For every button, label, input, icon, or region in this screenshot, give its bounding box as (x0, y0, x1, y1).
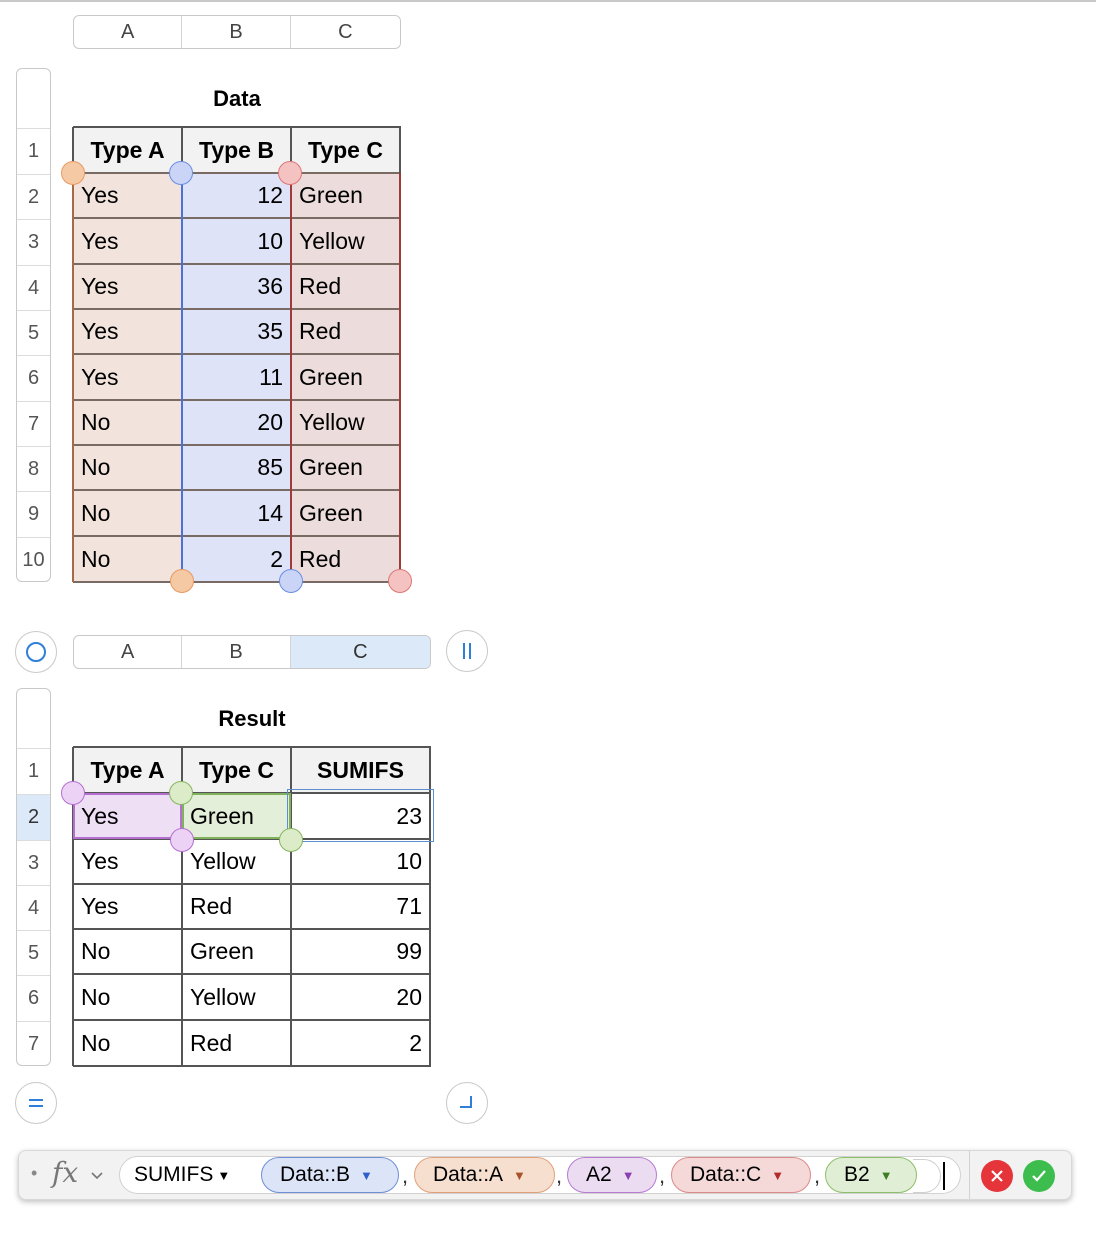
function-dropdown-arrow: ▼ (217, 1167, 231, 1183)
data-cell[interactable]: 85 (182, 445, 291, 490)
range-handle[interactable] (170, 569, 194, 593)
resize-corner-icon (456, 1092, 478, 1114)
range-border (181, 173, 183, 582)
data-cell[interactable]: Red (291, 536, 400, 582)
result-cell[interactable]: Yellow (190, 983, 256, 1010)
range-handle[interactable] (278, 161, 302, 185)
result-cell[interactable]: 2 (409, 1029, 422, 1056)
data-cell[interactable]: No (73, 536, 182, 582)
data-row-header-2[interactable]: 2 (17, 174, 50, 219)
grid-line (73, 126, 401, 128)
grid-line (73, 746, 431, 748)
token-label: Data::C (690, 1163, 762, 1186)
result-column-header-bar[interactable] (73, 635, 431, 669)
data-cell[interactable]: 35 (182, 309, 291, 354)
grid-line (73, 535, 401, 537)
data-table-title[interactable]: Data (213, 86, 261, 111)
range-handle[interactable] (388, 569, 412, 593)
result-row-header-1[interactable]: 1 (17, 748, 50, 794)
data-cell[interactable]: Yes (73, 173, 182, 218)
result-column-header-c[interactable]: C (291, 636, 430, 668)
data-cell[interactable]: 20 (182, 400, 291, 445)
data-row-header-1[interactable]: 1 (17, 128, 50, 174)
formula-reference-token[interactable] (671, 1157, 811, 1193)
argument-separator: , (402, 1163, 409, 1188)
data-cell[interactable]: No (73, 490, 182, 536)
formula-reference-token[interactable] (414, 1157, 555, 1193)
data-row-header-10[interactable]: 10 (17, 537, 50, 582)
token-label: A2 (586, 1163, 612, 1186)
cancel-icon (990, 1169, 1004, 1183)
range-handle[interactable] (170, 828, 194, 852)
data-row-header-5[interactable]: 5 (17, 310, 50, 355)
data-row-header-8[interactable]: 8 (17, 446, 50, 491)
formula-editor[interactable] (18, 1150, 1072, 1200)
token-dropdown-arrow[interactable]: ▼ (360, 1167, 373, 1183)
cancel-button[interactable] (981, 1160, 1013, 1192)
data-column-header-b[interactable]: B (182, 16, 290, 48)
data-cell[interactable]: Green (291, 445, 400, 490)
result-cell[interactable]: 71 (396, 893, 422, 919)
result-cell[interactable]: 10 (396, 848, 422, 874)
result-row-header-bar[interactable] (16, 688, 51, 1066)
token-dropdown-arrow[interactable]: ▼ (621, 1167, 635, 1183)
grid-line (73, 1019, 431, 1021)
data-cell[interactable]: Green (291, 490, 400, 536)
token-dropdown-arrow[interactable]: ▼ (513, 1167, 526, 1183)
grid-line (73, 928, 431, 930)
result-cell[interactable]: Yes (73, 793, 182, 839)
data-cell[interactable]: Yes (73, 354, 182, 400)
result-row-header-5[interactable]: 5 (17, 930, 50, 975)
range-handle[interactable] (169, 161, 193, 185)
grid-line (73, 217, 401, 219)
data-cell[interactable]: 10 (182, 218, 291, 264)
result-header-cell[interactable]: Type C (182, 747, 291, 793)
grid-line (73, 1065, 431, 1067)
selected-cell-outline (287, 789, 434, 842)
data-cell[interactable]: 11 (182, 354, 291, 400)
result-cell[interactable]: Yes (81, 893, 119, 919)
add-row-button[interactable] (15, 1082, 57, 1124)
data-row-header-7[interactable]: 7 (17, 401, 50, 446)
result-cell[interactable]: Green (190, 938, 254, 964)
grid-line (73, 489, 401, 491)
token-label: B2 (844, 1163, 870, 1186)
data-cell[interactable]: Red (291, 309, 400, 354)
result-cell[interactable]: 23 (396, 802, 422, 829)
result-column-header-b[interactable]: B (182, 636, 290, 668)
result-cell[interactable]: 20 (396, 983, 422, 1010)
argument-separator: , (659, 1163, 666, 1188)
result-cell[interactable]: Green (182, 793, 291, 839)
result-table-title[interactable]: Result (218, 706, 286, 731)
token-label: Data::B (280, 1163, 351, 1186)
result-row-header-3[interactable]: 3 (17, 840, 50, 885)
data-cell[interactable]: Green (291, 173, 400, 218)
equals-icon (25, 1092, 47, 1114)
grid-line (73, 883, 431, 885)
grid-line (73, 973, 431, 975)
function-name: SUMIFS (134, 1163, 214, 1186)
result-row-header-2[interactable]: 2 (17, 794, 50, 840)
range-border (290, 173, 292, 582)
range-handle[interactable] (61, 781, 85, 805)
grid-line (73, 172, 401, 174)
accept-button[interactable] (1023, 1160, 1055, 1192)
grid-line (73, 263, 401, 265)
data-cell[interactable]: Red (291, 264, 400, 309)
grid-line (73, 581, 401, 583)
accept-icon (1031, 1169, 1047, 1183)
data-column-header-a[interactable]: A (74, 16, 182, 48)
data-cell[interactable]: Yellow (291, 218, 400, 264)
result-cell[interactable]: No (81, 1029, 111, 1056)
data-cell[interactable]: No (73, 400, 182, 445)
result-header-cell[interactable]: Type A (73, 747, 182, 793)
data-cell[interactable]: 14 (182, 490, 291, 536)
result-cell[interactable]: Red (190, 1029, 233, 1056)
function-name-token[interactable] (122, 1157, 230, 1193)
data-column-header-bar[interactable] (73, 15, 401, 49)
formula-reference-token[interactable] (825, 1157, 917, 1193)
window-top-border (0, 0, 1096, 2)
result-cell[interactable]: Yellow (190, 848, 256, 874)
result-cell[interactable]: No (81, 983, 111, 1010)
data-cell[interactable]: No (73, 445, 182, 490)
data-cell[interactable]: Yes (73, 264, 182, 309)
data-cell[interactable]: 2 (182, 536, 291, 582)
grid-line (73, 444, 401, 446)
result-row-header-4[interactable]: 4 (17, 885, 50, 930)
result-cell[interactable]: No (81, 938, 111, 964)
data-cell[interactable]: Yellow (291, 400, 400, 445)
data-header-cell[interactable]: Type A (73, 127, 182, 173)
data-row-header-3[interactable]: 3 (17, 219, 50, 265)
range-border (72, 173, 74, 582)
token-dropdown-arrow[interactable]: ▼ (879, 1167, 893, 1183)
grid-line (73, 399, 401, 401)
data-cell[interactable]: Yes (73, 309, 182, 354)
chevron-down-icon[interactable] (91, 1171, 103, 1181)
formula-bullet: • (31, 1163, 38, 1183)
result-row-header-6[interactable]: 6 (17, 975, 50, 1021)
formula-divider (969, 1151, 970, 1199)
result-column-header-a[interactable]: A (74, 636, 182, 668)
token-dropdown-arrow[interactable]: ▼ (771, 1167, 785, 1183)
result-cell[interactable]: 99 (396, 938, 422, 964)
pause-icon (456, 640, 478, 662)
range-handle[interactable] (279, 828, 303, 852)
range-handle[interactable] (169, 781, 193, 805)
data-column-header-c[interactable]: C (338, 20, 353, 43)
data-row-header-4[interactable]: 4 (17, 265, 50, 310)
token-label: Data::A (433, 1163, 504, 1186)
range-border (399, 173, 401, 582)
grid-line (73, 308, 401, 310)
range-handle[interactable] (279, 569, 303, 593)
fx-label[interactable]: fx (52, 1156, 79, 1189)
result-cell[interactable]: Red (190, 893, 233, 919)
argument-separator: , (814, 1163, 821, 1188)
result-row-header-7[interactable]: 7 (17, 1021, 50, 1066)
argument-separator: , (556, 1163, 563, 1188)
formula-reference-token[interactable] (261, 1157, 399, 1193)
data-row-header-6[interactable]: 6 (17, 355, 50, 401)
formula-reference-token[interactable] (567, 1157, 657, 1193)
result-header-cell[interactable]: SUMIFS (291, 747, 430, 793)
grid-line (73, 353, 401, 355)
select-table-button[interactable] (15, 631, 57, 673)
table-resize-button[interactable] (446, 1082, 488, 1124)
reference-highlight (182, 793, 291, 839)
circle-select-icon (25, 641, 47, 663)
reference-highlight (73, 793, 182, 839)
data-cell[interactable]: 12 (182, 173, 291, 218)
data-cell[interactable]: Yes (73, 218, 182, 264)
data-row-header-bar[interactable] (16, 68, 51, 582)
data-row-header-9[interactable]: 9 (17, 491, 50, 537)
result-cell[interactable]: Yes (81, 848, 119, 874)
data-header-cell[interactable]: Type B (182, 127, 291, 173)
data-cell[interactable]: Green (291, 354, 400, 400)
text-cursor (943, 1162, 945, 1190)
range-handle[interactable] (61, 161, 85, 185)
data-header-cell[interactable]: Type C (291, 127, 400, 173)
data-cell[interactable]: 36 (182, 264, 291, 309)
column-resize-button[interactable] (446, 630, 488, 672)
